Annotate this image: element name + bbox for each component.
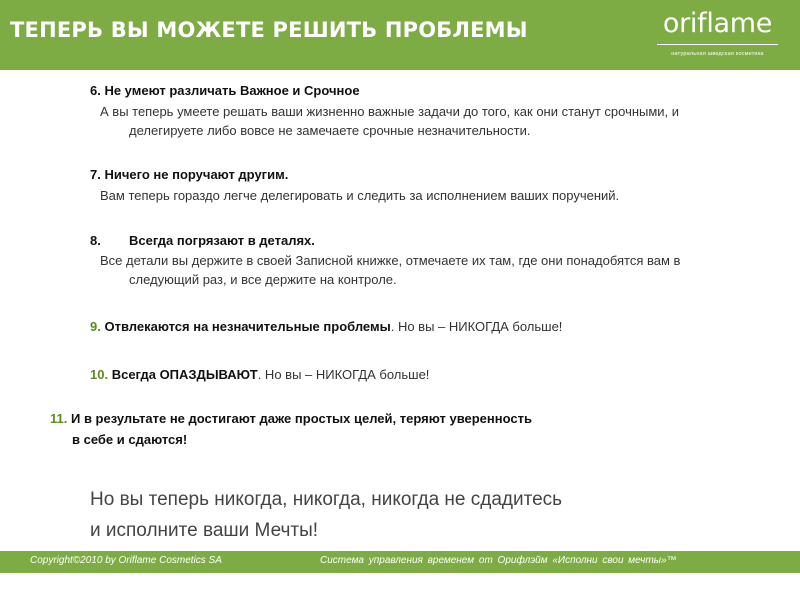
item-11-line2	[72, 432, 187, 447]
oriflame-logo	[655, 8, 780, 64]
item-10-line	[90, 367, 429, 382]
item-6-title: 6. Не умеют различать Важное и Срочное	[90, 83, 360, 98]
item-9-line	[90, 319, 562, 334]
item-11-number: 11.	[50, 411, 68, 426]
page-title: ТЕПЕРЬ ВЫ МОЖЕТЕ РЕШИТЬ ПРОБЛЕМЫ	[10, 18, 528, 42]
item-7-body-line1: Вам теперь гораздо легче делегировать и следить за исполнением ваших поручений.	[100, 188, 620, 203]
logo-tagline: натуральная шведская косметика	[671, 51, 764, 57]
item-10-title: Всегда ОПАЗДЫВАЮТ	[111, 367, 258, 382]
footer-system-name: Система управления временем от Орифлэйм «Исполни свои мечты»™	[320, 555, 677, 566]
item-8-body-line2: следующий раз, и все держите на контроле.	[129, 272, 397, 287]
item-6-body	[100, 102, 790, 140]
footer-bar	[0, 551, 800, 573]
closing-line2: и исполните ваши Мечты!	[90, 520, 319, 541]
item-9-number: 9.	[90, 319, 101, 334]
logo-wordmark: oriflame	[662, 8, 773, 39]
item-6-body-line2: делегируете либо вовсе не замечаете срочные незначительности.	[129, 123, 531, 138]
item-7-title: 7. Ничего не поручают другим.	[90, 167, 289, 182]
item-8-title: Всегда погрязают в деталях.	[129, 233, 315, 248]
item-10-rest: . Но вы – НИКОГДА больше!	[257, 367, 430, 382]
item-9-title: Отвлекаются на незначительные проблемы	[104, 319, 391, 334]
footer-copyright: Copyright©2010 by Oriflame Cosmetics SA	[30, 555, 222, 566]
item-11-title-line1: И в результате не достигают даже простых целей, теряют уверенность	[70, 411, 532, 426]
item-6-body-line1: А вы теперь умеете решать ваши жизненно важные задачи до того, как они станут срочными, и	[100, 104, 680, 119]
closing-line1: Но вы теперь никогда, никогда, никогда не сдадитесь	[90, 489, 563, 510]
item-8-body	[100, 251, 790, 289]
item-11-title-line2: в себе и сдаются!	[72, 432, 188, 447]
logo-underline	[657, 44, 778, 45]
item-11-line1	[50, 411, 532, 426]
header-bar	[0, 0, 800, 70]
closing-statement	[90, 484, 562, 546]
item-7-body	[100, 186, 790, 205]
item-9-rest: . Но вы – НИКОГДА больше!	[390, 319, 563, 334]
item-8-body-line1: Все детали вы держите в своей Записной книжке, отмечаете их там, где они понадобятся вам в	[100, 253, 681, 268]
item-8-number: 8.	[90, 233, 101, 248]
item-10-number: 10.	[90, 367, 109, 382]
